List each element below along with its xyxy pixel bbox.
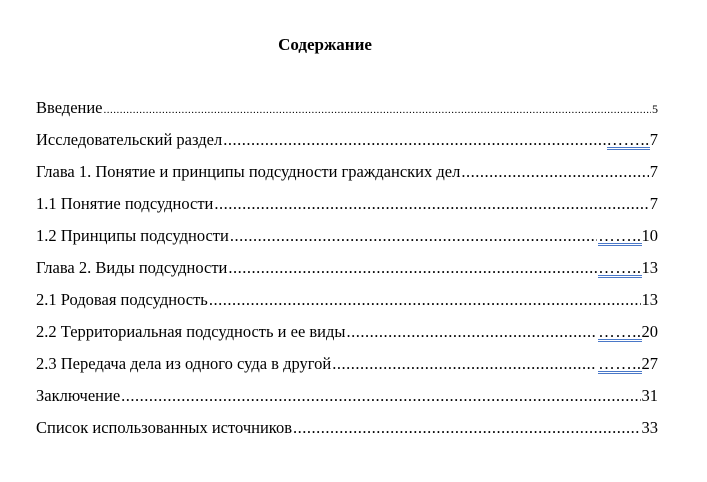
spellcheck-underline: …….. xyxy=(598,226,642,245)
toc-entry-label: 2.1 Родовая подсудность xyxy=(36,290,208,309)
toc-entry-1-2[interactable] xyxy=(36,225,658,257)
toc-entry-conclusion[interactable] xyxy=(36,385,658,417)
toc-entry-1-1[interactable] xyxy=(36,193,658,225)
toc-entry-chapter-1[interactable] xyxy=(36,161,658,193)
toc-entry-page: 13 xyxy=(641,258,658,277)
toc-entry-page: 31 xyxy=(641,386,658,405)
dot-leader xyxy=(461,161,648,183)
dot-leader xyxy=(121,385,640,407)
toc-title: Содержание xyxy=(278,35,372,54)
toc-entry-page: 7 xyxy=(649,162,658,181)
dot-leader xyxy=(209,289,641,311)
toc-entry-page: 20 xyxy=(641,322,658,341)
dot-leader xyxy=(228,257,597,279)
toc-entry-label: Исследовательский раздел xyxy=(36,130,223,149)
toc-entry-2-1[interactable] xyxy=(36,289,658,321)
toc-entry-label: Глава 1. Понятие и принципы подсудности гражданских дел xyxy=(36,162,461,181)
toc-entry-page: 7 xyxy=(649,194,658,213)
toc-entry-2-3[interactable] xyxy=(36,353,658,385)
spellcheck-underline: …….. xyxy=(598,354,642,373)
dot-leader xyxy=(214,193,648,215)
toc-entry-label: 2.2 Территориальная подсудность и ее виды xyxy=(36,322,346,341)
toc-entry-page: 27 xyxy=(641,354,658,373)
toc-entry-label: 1.2 Принципы подсудности xyxy=(36,226,229,245)
toc-entry-label: Глава 2. Виды подсудности xyxy=(36,258,228,277)
toc-entry-label: Введение xyxy=(36,98,103,117)
dot-leader xyxy=(347,321,598,343)
toc-entry-references[interactable] xyxy=(36,417,658,449)
dot-leader xyxy=(223,129,605,151)
toc-entry-page: 13 xyxy=(641,290,658,309)
dot-leader xyxy=(293,417,641,439)
toc-entry-research-section[interactable] xyxy=(36,129,658,161)
toc-entry-label: 2.3 Передача дела из одного суда в другой xyxy=(36,354,332,373)
toc-entry-page: 7 xyxy=(649,130,658,149)
toc-entry-label: Список использованных источников xyxy=(36,418,292,437)
toc-entry-page: 10 xyxy=(641,226,658,245)
spellcheck-underline: …….. xyxy=(598,258,642,277)
toc-entry-chapter-2[interactable] xyxy=(36,257,658,289)
dot-leader xyxy=(230,225,597,247)
spellcheck-underline: …….. xyxy=(598,322,642,341)
table-of-contents xyxy=(36,97,658,449)
toc-entry-2-2[interactable] xyxy=(36,321,658,353)
toc-entry-label: Заключение xyxy=(36,386,121,405)
dot-leader xyxy=(332,353,597,375)
toc-entry-introduction[interactable] xyxy=(36,97,658,129)
toc-entry-page: 5 xyxy=(652,102,658,116)
toc-entry-label: 1.1 Понятие подсудности xyxy=(36,194,214,213)
dot-leader xyxy=(104,99,651,121)
spellcheck-underline: …….. xyxy=(606,130,650,149)
toc-entry-page: 33 xyxy=(641,418,658,437)
